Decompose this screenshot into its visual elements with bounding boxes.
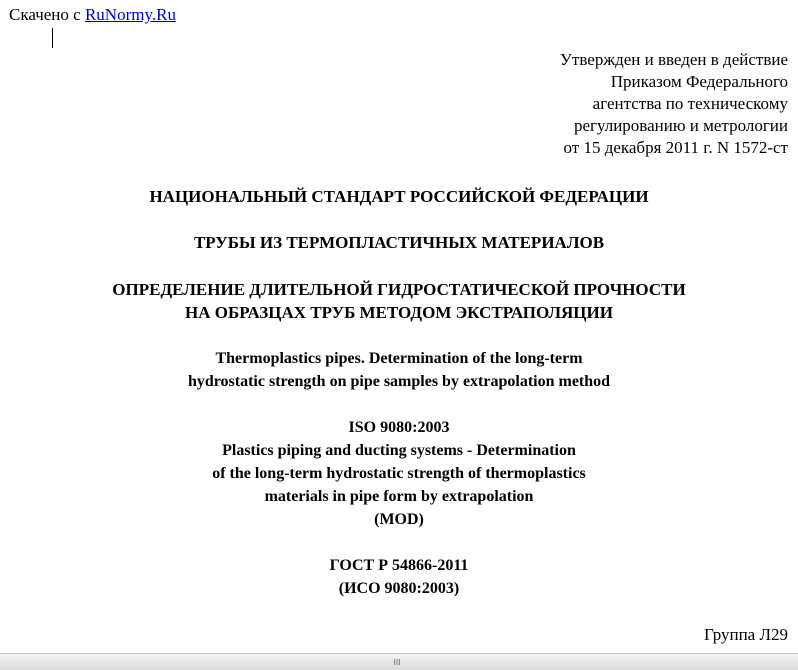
text-cursor [52, 28, 53, 48]
method-heading-line: НА ОБРАЗЦАХ ТРУБ МЕТОДОМ ЭКСТРАПОЛЯЦИИ [185, 303, 613, 322]
approval-line: от 15 декабря 2011 г. N 1572-ст [563, 138, 788, 157]
iso-line: materials in pipe form by extrapolation [264, 488, 534, 505]
approval-line: агентства по техническому [592, 94, 788, 113]
national-standard-heading: НАЦИОНАЛЬНЫЙ СТАНДАРТ РОССИЙСКОЙ ФЕДЕРАЦИИ [149, 187, 649, 206]
iso-line: ISO 9080:2003 [348, 419, 450, 436]
source-prefix: Скачено с [9, 5, 81, 24]
approval-line: Утвержден и введен в действие [559, 50, 788, 69]
english-title-line: hydrostatic strength on pipe samples by extrapolation method [187, 373, 611, 390]
source-line [9, 5, 176, 25]
approval-line: Приказом Федерального [610, 72, 788, 91]
subject-heading: ТРУБЫ ИЗ ТЕРМОПЛАСТИЧНЫХ МАТЕРИАЛОВ [193, 233, 605, 252]
gost-line: ГОСТ Р 54866-2011 [329, 557, 469, 574]
group-code: Группа Л29 [703, 625, 788, 644]
method-heading-line: ОПРЕДЕЛЕНИЕ ДЛИТЕЛЬНОЙ ГИДРОСТАТИЧЕСКОЙ ПРОЧНОСТИ [112, 280, 686, 299]
horizontal-scrollbar[interactable] [0, 653, 798, 670]
iso-line: of the long-term hydrostatic strength of thermoplastics [212, 465, 586, 482]
approval-line: регулированию и метрологии [573, 116, 788, 135]
iso-line: (MOD) [374, 511, 424, 528]
english-title-line: Thermoplastics pipes. Determination of the long-term [215, 350, 583, 367]
gost-line: (ИСО 9080:2003) [338, 580, 460, 597]
english-title [0, 347, 798, 393]
approval-block [560, 49, 788, 159]
gost-designation [0, 554, 798, 600]
iso-line: Plastics piping and ducting systems - Determination [222, 442, 576, 459]
iso-reference [0, 416, 798, 531]
scrollbar-grip-icon[interactable]: III [393, 658, 401, 667]
method-heading [0, 278, 798, 324]
source-link[interactable]: RuNormy.Ru [84, 5, 176, 24]
